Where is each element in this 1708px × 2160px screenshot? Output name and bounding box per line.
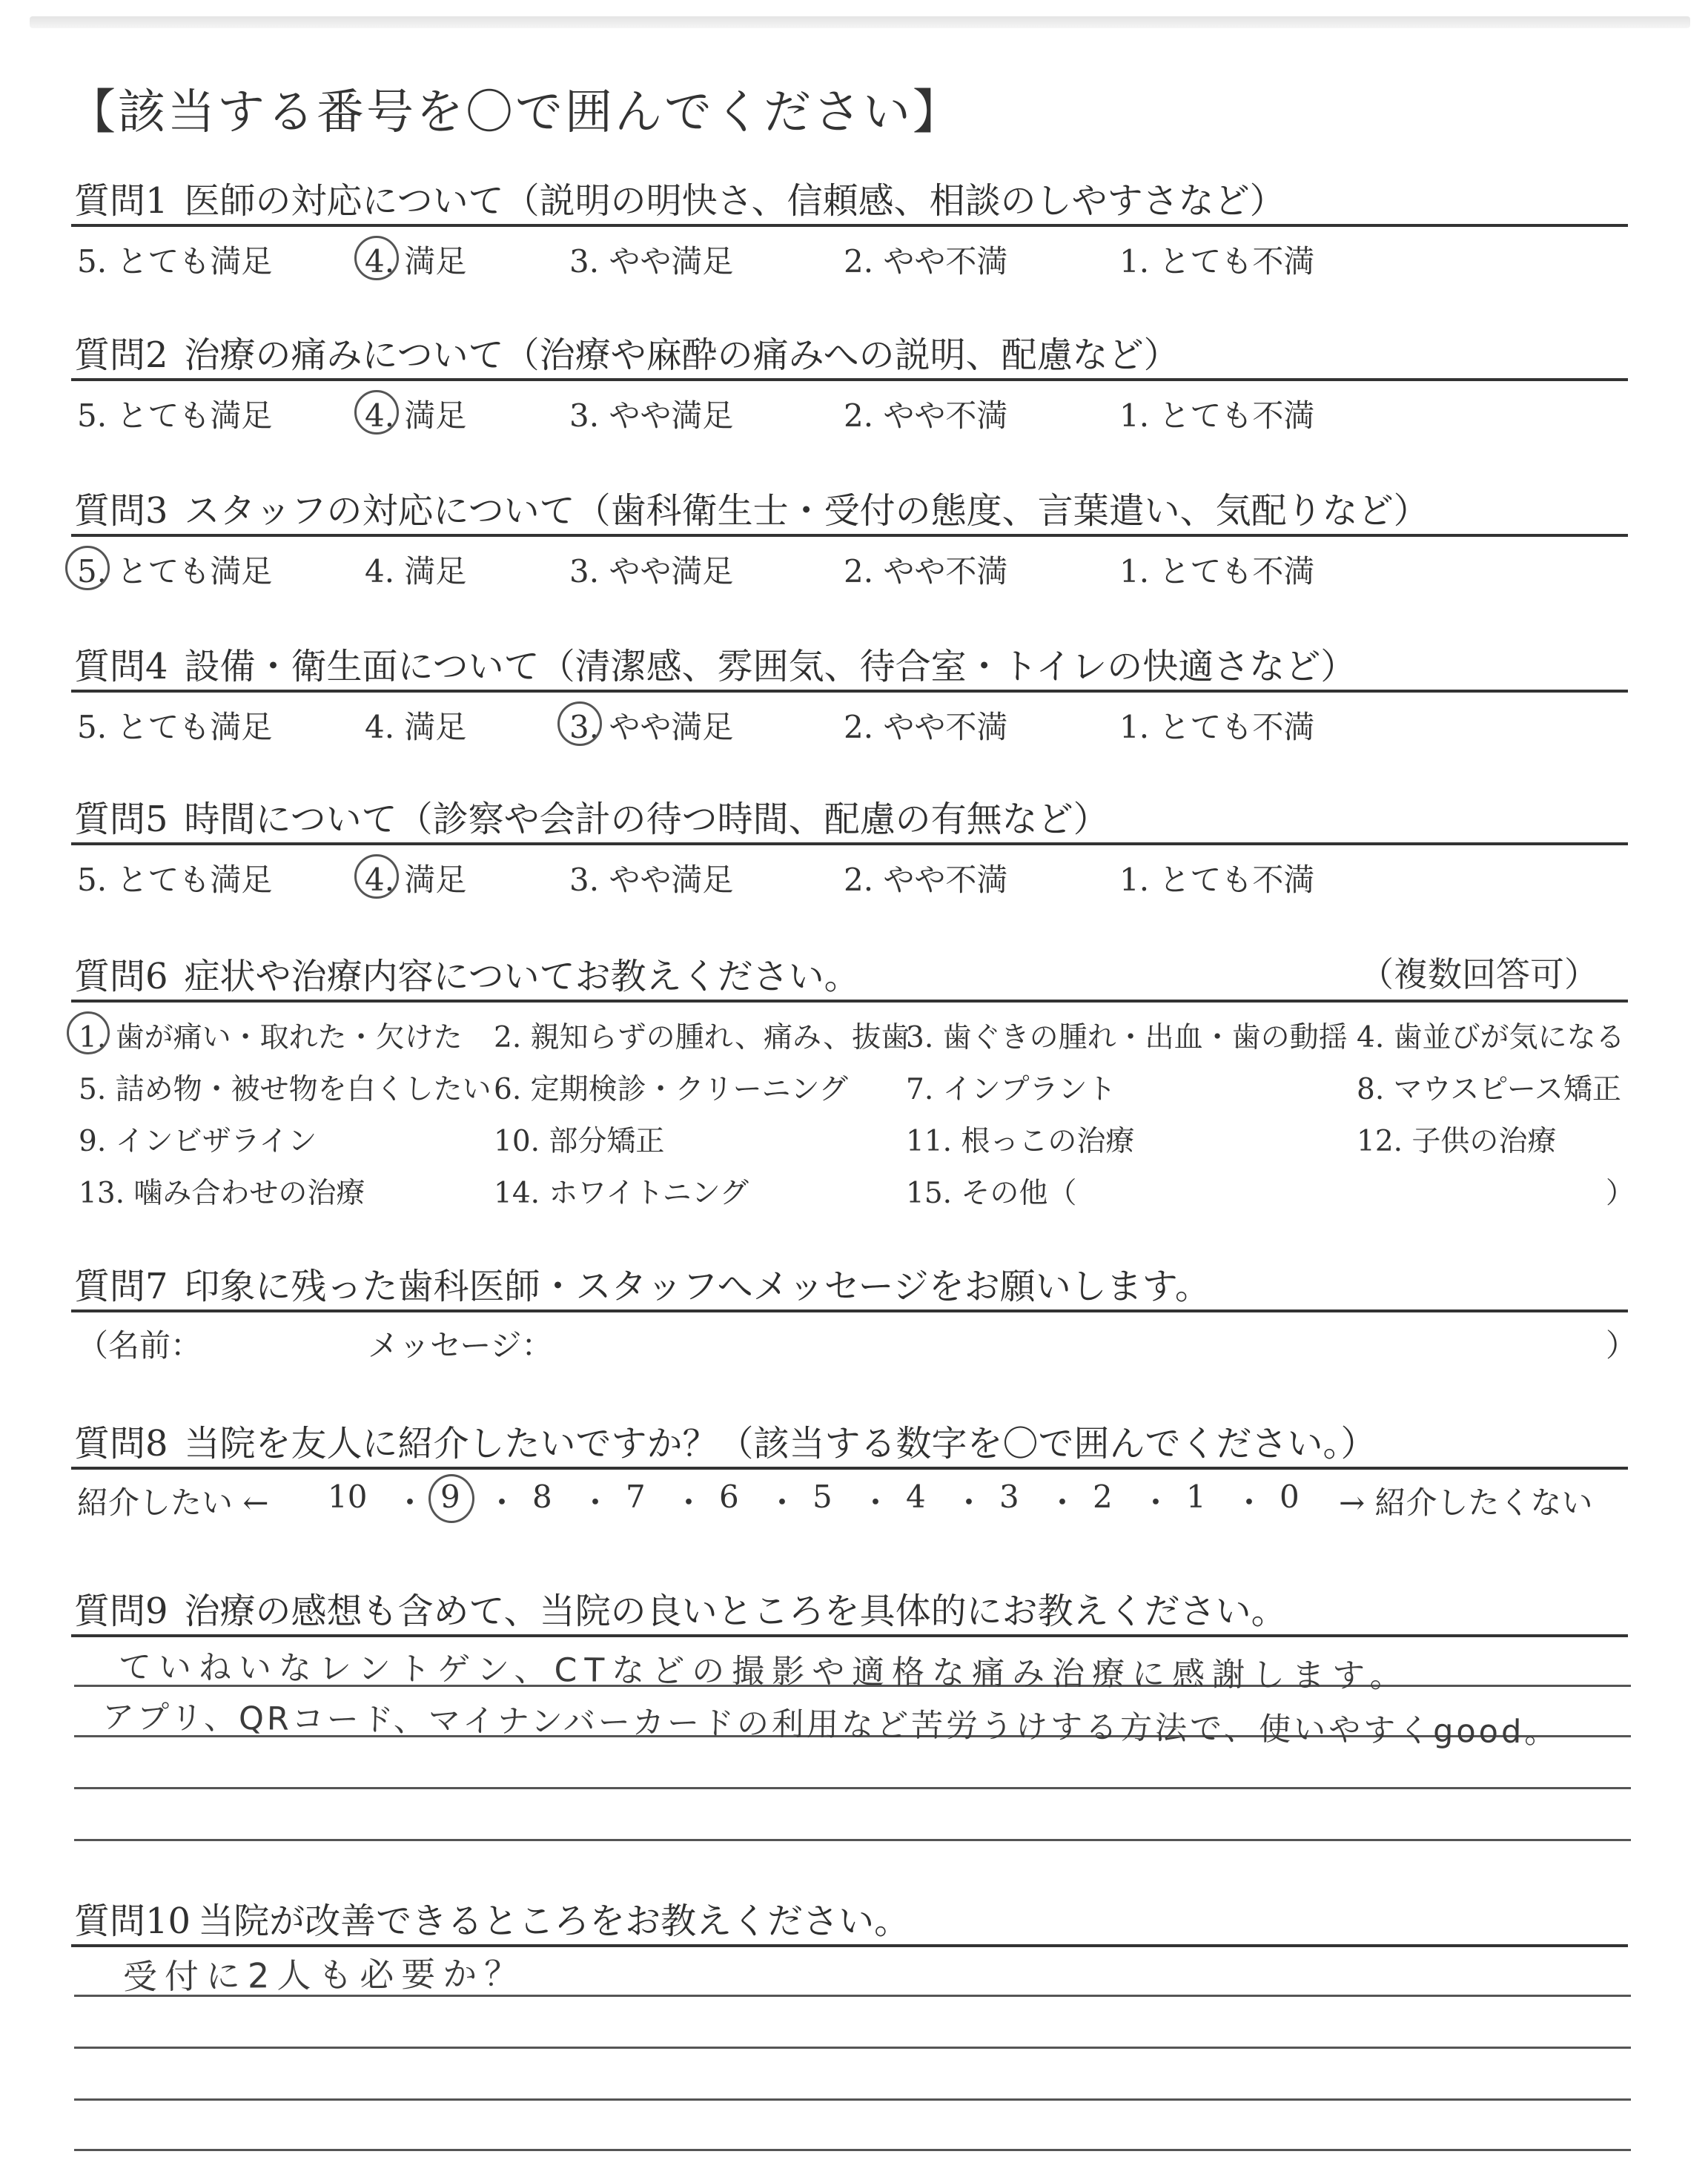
rating-option-3[interactable]: 3. やや満足 [569,243,734,280]
symptom-option-5[interactable]: 5. 詰め物・被せ物を白くしたい [79,1073,491,1106]
question-text: 治療の痛みについて（治療や麻酔の痛みへの説明、配慮など） [184,334,1179,376]
divider [71,1000,1628,1003]
scale-separator: ・ [953,1484,985,1521]
handwritten-answer: 受付に2人も必要か？ [122,1953,526,1997]
divider [71,1944,1628,1947]
scale-8[interactable]: 8 [532,1479,552,1515]
other-close-paren: ） [1606,1177,1635,1210]
scale-0[interactable]: 0 [1280,1479,1300,1515]
question-text: 時間について（診察や会計の待つ時間、配慮の有無など） [184,799,1109,840]
question-4 [74,638,1356,689]
symptom-option-6[interactable]: 6. 定期検診・クリーニング [494,1073,848,1106]
scale-separator: ・ [673,1484,705,1521]
divider [71,842,1628,845]
scale-separator: ・ [767,1484,798,1521]
question-number: 質問8 [74,1423,168,1464]
selection-circle [557,701,602,746]
multiple-answer-note: （複数回答可） [1360,954,1598,994]
question-number: 質問6 [74,956,168,997]
question-number: 質問10 [74,1900,191,1942]
rating-option-4[interactable]: 4. 満足 [365,553,467,589]
rating-option-1[interactable]: 1. とても不満 [1119,862,1315,898]
scale-7[interactable]: 7 [626,1479,646,1515]
divider [71,690,1628,693]
scale-separator: ・ [394,1484,426,1521]
rating-option-3[interactable]: 3. やや満足 [569,862,734,898]
scale-1[interactable]: 1 [1186,1479,1206,1515]
answer-line [74,1839,1631,1841]
selection-circle [428,1474,474,1523]
divider [71,534,1628,537]
scale-3[interactable]: 3 [999,1479,1019,1515]
question-text: 医師の対応について（説明の明快さ、信頼感、相談のしやすさなど） [184,180,1285,222]
rating-option-1[interactable]: 1. とても不満 [1119,709,1315,745]
scale-6[interactable]: 6 [719,1479,739,1515]
scale-9[interactable]: 9 [440,1479,460,1515]
rating-option-1[interactable]: 1. とても不満 [1119,397,1315,434]
symptom-option-7[interactable]: 7. インプラント [906,1073,1116,1106]
question-1 [74,172,1285,223]
symptom-option-11[interactable]: 11. 根っこの治療 [906,1125,1135,1158]
answer-line [74,1787,1631,1789]
rating-option-2[interactable]: 2. やや不満 [844,243,1008,280]
question-8 [74,1415,1377,1466]
scale-separator: ・ [1234,1484,1265,1521]
scale-2[interactable]: 2 [1093,1479,1113,1515]
selection-circle [67,1011,110,1054]
scale-separator: ・ [580,1484,612,1521]
scale-5[interactable]: 5 [812,1479,833,1515]
symptom-option-4[interactable]: 4. 歯並びが気になる [1357,1021,1625,1054]
rating-option-5[interactable]: 5. とても満足 [77,862,273,898]
rating-option-1[interactable]: 1. とても不満 [1119,243,1315,280]
rating-option-4[interactable]: 4. 満足 [365,397,467,434]
symptom-option-8[interactable]: 8. マウスピース矯正 [1357,1073,1621,1106]
rating-option-3[interactable]: 3. やや満足 [569,709,734,745]
scale-10[interactable]: 10 [328,1479,368,1515]
question-2 [74,326,1179,377]
scale-4[interactable]: 4 [906,1479,926,1515]
question-number: 質問1 [74,180,168,222]
message-label: メッセージ： [368,1327,553,1364]
handwritten-answer: アプリ、QRコード、マイナンバーカードの利用など苦労うけする方法で、使いやすくgood。 [102,1699,1560,1751]
question-text: 当院を友人に紹介したいですか？（該当する数字を〇で囲んでください。） [184,1423,1377,1464]
rating-option-4[interactable]: 4. 満足 [365,243,467,280]
rating-option-5[interactable]: 5. とても満足 [77,709,273,745]
question-text: 当院が改善できるところをお教えください。 [198,1900,910,1942]
recommend-right-label: → 紹介したくない [1339,1484,1593,1521]
rating-option-5[interactable]: 5. とても満足 [77,243,273,280]
question-number: 質問4 [74,646,168,687]
rating-option-5[interactable]: 5. とても満足 [77,397,273,434]
divider [71,224,1628,227]
rating-option-2[interactable]: 2. やや不満 [844,397,1008,434]
question-7 [74,1258,1211,1309]
question-10 [74,1892,910,1943]
question-9 [74,1582,1287,1634]
symptom-option-3[interactable]: 3. 歯ぐきの腫れ・出血・歯の動揺 [906,1021,1348,1054]
answer-line [74,2098,1631,2101]
symptom-option-2[interactable]: 2. 親知らずの腫れ、痛み、抜歯 [494,1021,910,1054]
question-number: 質問3 [74,490,168,532]
symptom-option-15[interactable]: 15. その他（ [906,1177,1077,1210]
answer-line [74,2047,1631,2049]
question-5 [74,790,1109,842]
name-label: （名前： [77,1327,202,1364]
recommend-left-label: 紹介したい ← [77,1484,269,1521]
divider [71,378,1628,381]
scale-separator: ・ [1047,1484,1079,1521]
question-number: 質問5 [74,799,168,840]
scale-separator: ・ [486,1484,518,1521]
rating-option-2[interactable]: 2. やや不満 [844,862,1008,898]
scale-separator: ・ [860,1484,892,1521]
question-text: 設備・衛生面について（清潔感、雰囲気、待合室・トイレの快適さなど） [184,646,1357,687]
question-number: 質問7 [74,1266,168,1307]
rating-option-1[interactable]: 1. とても不満 [1119,553,1315,589]
rating-option-2[interactable]: 2. やや不満 [844,553,1008,589]
rating-option-3[interactable]: 3. やや満足 [569,397,734,434]
selection-circle [354,854,399,899]
question-text: 印象に残った歯科医師・スタッフへメッセージをお願いします。 [184,1266,1211,1307]
rating-option-5[interactable]: 5. とても満足 [77,553,273,589]
question-6 [74,948,860,999]
scan-top-edge [30,16,1690,28]
page-title: 【該当する番号を〇で囲んでください】 [68,85,962,140]
scale-separator: ・ [1140,1484,1172,1521]
selection-circle [65,546,110,590]
rating-option-4[interactable]: 4. 満足 [365,709,467,745]
rating-option-4[interactable]: 4. 満足 [365,862,467,898]
symptom-option-9[interactable]: 9. インビザライン [79,1125,317,1158]
selection-circle [354,390,399,435]
selection-circle [354,236,399,280]
divider [71,1634,1628,1637]
question-text: 症状や治療内容についてお教えください。 [184,956,860,997]
rating-option-3[interactable]: 3. やや満足 [569,553,734,589]
question-text: スタッフの対応について（歯科衛生士・受付の態度、言葉遣い、気配りなど） [184,490,1429,532]
rating-option-2[interactable]: 2. やや不満 [844,709,1008,745]
symptom-option-10[interactable]: 10. 部分矯正 [494,1125,665,1158]
symptom-option-14[interactable]: 14. ホワイトニング [494,1177,749,1210]
divider [71,1309,1628,1312]
handwritten-answer: ていねいなレントゲン、CTなどの撮影や適格な痛み治療に感謝します。 [118,1648,1410,1696]
symptom-option-13[interactable]: 13. 噛み合わせの治療 [79,1177,365,1210]
question-text: 治療の感想も含めて、当院の良いところを具体的にお教えください。 [184,1591,1287,1632]
divider [71,1467,1628,1470]
question-number: 質問2 [74,334,168,376]
symptom-option-1[interactable]: 1. 歯が痛い・取れた・欠けた [79,1021,463,1054]
question-3 [74,482,1429,533]
question-number: 質問9 [74,1591,168,1632]
answer-line [74,2149,1631,2151]
message-close-paren: ） [1606,1327,1638,1364]
symptom-option-12[interactable]: 12. 子供の治療 [1357,1125,1557,1158]
